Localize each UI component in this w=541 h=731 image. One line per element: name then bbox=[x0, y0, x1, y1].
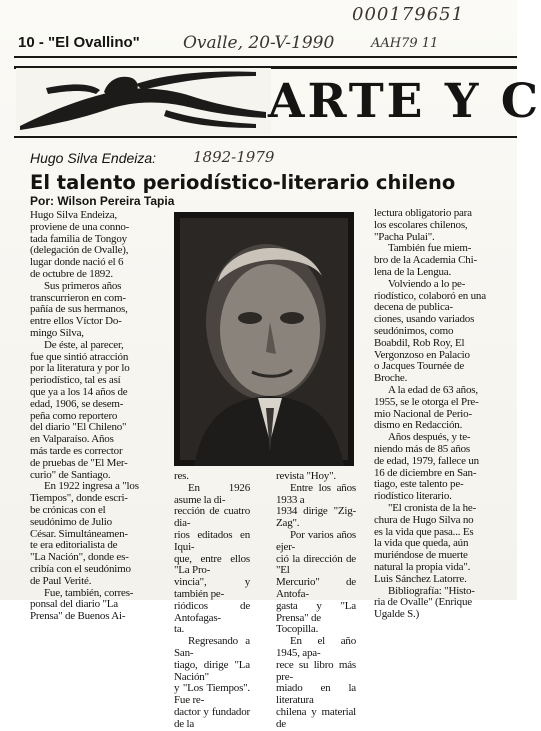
portrait-image bbox=[174, 212, 354, 466]
paragraph: res. bbox=[174, 470, 189, 482]
article-byline: Por: Wilson Pereira Tapia bbox=[30, 194, 175, 208]
paragraph: Regresando a San- tiago, dirige "La Nación" y "Los Tiempos". Fue re- dactor y fundador de la bbox=[174, 635, 250, 730]
article-column-2 bbox=[174, 471, 250, 731]
handwritten-years: 1892-1979 bbox=[193, 148, 275, 166]
section-title: ARTE Y C bbox=[268, 74, 541, 129]
paragraph: En el año 1945, apa- rece su libro más pre- miado en la literatura chilena y material de bbox=[276, 635, 356, 730]
paragraph: En 1922 ingresa a "los Tiempos", donde escri- be crónicas con el seudónimo de Julio César. Simultáneamen- te era editorialista de "La Nación", donde es- cribía con el seudónimo de Paul Verité. bbox=[30, 480, 139, 587]
page-folio: 10 - "El Ovallino" bbox=[18, 34, 140, 51]
paragraph: revista "Hoy". bbox=[276, 470, 336, 482]
paragraph: También fue miem- bro de la Academia Chi- lena de la Lengua. bbox=[374, 242, 477, 278]
handwritten-date: Ovalle, 20-V-1990 bbox=[183, 33, 335, 53]
article-kicker: Hugo Silva Endeiza: bbox=[30, 150, 157, 166]
paragraph: Bibliografía: "Histo- ria de Ovalle" (Enrique Ugalde S.) bbox=[374, 584, 475, 621]
handwritten-reference-number: 000179651 bbox=[352, 4, 465, 25]
paragraph: A la edad de 63 años, 1955, se le otorga el Pre- mio Nacional de Perio- dismo en Redacción. bbox=[374, 383, 479, 432]
banner-bottom-rule bbox=[14, 136, 517, 138]
paragraph: Sus primeros años transcurrieron en com- pañía de sus hermanos, entre ellos Víctor Do- mingo Silva, bbox=[30, 279, 128, 339]
article-column-1 bbox=[30, 210, 161, 623]
paragraph: Fue, también, corres- ponsal del diario "La Prensa" de Buenos Ai- bbox=[30, 586, 134, 623]
article-column-4 bbox=[374, 208, 514, 621]
paragraph: De éste, al parecer, fue que sintió atracción por la literatura y por lo periodístico, tal es así que ya a los 14 años de edad, 1906, se desem- peña como reportero del diario "El Chileno" en Valparaíso. Años más tarde es corrector de pruebas de "El Mer- curio" de Santiago. bbox=[30, 338, 130, 481]
paragraph: lectura obligatorio para los escolares chilenos, "Pacha Pulai". bbox=[374, 207, 472, 243]
author-portrait-photo bbox=[174, 212, 354, 466]
article-headline: El talento periodístico-literario chileno bbox=[30, 171, 456, 194]
article-column-3 bbox=[276, 471, 356, 731]
reclining-figure-illustration bbox=[16, 68, 271, 134]
paragraph: Años después, y te- niendo más de 85 años de edad, 1979, fallece un 16 de diciembre en San- tiago, este talento pe- riodístico literario. bbox=[374, 431, 479, 503]
paragraph: Hugo Silva Endeiza, proviene de una conno- tada familia de Tongoy (delegación de Ovalle), lugar donde nació el 6 de octubre de 1892. bbox=[30, 209, 130, 280]
paragraph: Volviendo a lo pe- riodístico, colaboró en una decena de publica- ciones, usando variados seudónimos, como Boabdil, Rob Roy, El Vergonzoso en Palacio o Jacques Tournée de Broche. bbox=[374, 277, 486, 385]
paragraph: Por varios años ejer- ció la dirección de "El Mercurio" de Antofa- gasta y "La Prensa" de Tocopilla. bbox=[276, 528, 356, 636]
paragraph: En 1926 asume la di- rección de cuatro dia- rios editados en Iqui- que, entre ellos "La Pro- vincia", y también pe- riódicos de Antofagas- ta. bbox=[174, 481, 250, 636]
handwritten-code: AAH79 11 bbox=[371, 36, 439, 51]
paragraph: "El cronista de la he- chura de Hugo Silva no es la vida que pasa... Es la vida que queda, aún muriéndose de muerte natural la propia vida". Luis Sánchez Latorre. bbox=[374, 501, 477, 585]
header-rule bbox=[14, 56, 517, 58]
paragraph: Entre los años 1933 a 1934 dirige "Zig-Zag". bbox=[276, 481, 356, 530]
